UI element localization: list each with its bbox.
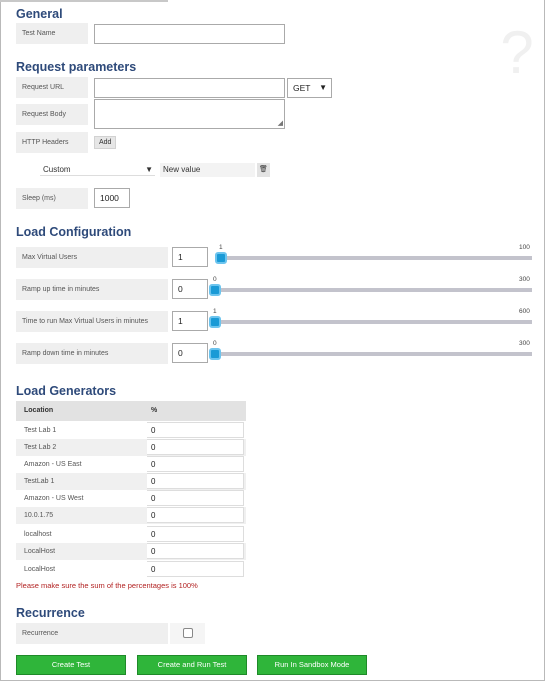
table-row (16, 490, 246, 507)
location-cell: LocalHost (24, 548, 56, 555)
location-cell: TestLab 1 (24, 478, 55, 485)
table-row (16, 561, 246, 578)
run-time-label: Time to run Max Virtual Users in minutes (16, 311, 168, 332)
header-type-select[interactable] (40, 163, 155, 176)
run-time-input[interactable]: 1 (172, 311, 208, 331)
run-time-slider[interactable] (210, 320, 532, 324)
max-users-slider-handle[interactable] (215, 252, 227, 264)
run-time-slider-handle[interactable] (209, 316, 221, 328)
trash-icon: 🗑 (259, 166, 268, 173)
percent-input[interactable]: 0 (147, 526, 244, 542)
ramp-up-min: 0 (213, 276, 217, 283)
http-headers-label: HTTP Headers (16, 132, 88, 153)
chevron-down-icon: ▼ (319, 83, 327, 92)
ramp-up-max: 300 (519, 276, 530, 283)
table-row (16, 422, 246, 439)
location-cell: Test Lab 2 (24, 444, 57, 451)
request-body-textarea[interactable] (94, 99, 285, 129)
resize-handle-icon[interactable]: ◢ (277, 120, 283, 127)
max-users-label: Max Virtual Users (16, 247, 168, 268)
method-select[interactable] (287, 78, 332, 98)
top-divider (0, 0, 168, 2)
create-test-button[interactable]: Create Test (16, 655, 126, 675)
run-time-min: 1 (213, 308, 217, 315)
percent-input[interactable]: 0 (147, 456, 244, 472)
ramp-down-slider[interactable] (210, 352, 532, 356)
sleep-input[interactable]: 1000 (94, 188, 130, 208)
ramp-down-label: Ramp down time in minutes (16, 343, 168, 364)
max-users-input[interactable]: 1 (172, 247, 208, 267)
generators-table-header (16, 401, 246, 421)
delete-header-button[interactable] (257, 163, 270, 177)
percent-input[interactable]: 0 (147, 473, 244, 489)
ramp-up-input[interactable]: 0 (172, 279, 208, 299)
load-config-heading: Load Configuration (16, 225, 132, 239)
percent-input[interactable]: 0 (147, 507, 244, 523)
add-header-button[interactable]: Add (94, 136, 116, 149)
table-row (16, 507, 246, 524)
chevron-down-icon: ▼ (145, 165, 153, 174)
recurrence-checkbox[interactable] (183, 628, 193, 638)
max-users-max: 100 (519, 244, 530, 251)
percentage-error-message: Please make sure the sum of the percentages is 100% (16, 581, 198, 590)
percent-column-header: % (151, 407, 158, 414)
table-row (16, 439, 246, 456)
max-users-slider[interactable] (216, 256, 532, 260)
load-generators-heading: Load Generators (16, 384, 117, 398)
percent-input[interactable]: 0 (147, 490, 244, 506)
table-row (16, 473, 246, 490)
ramp-up-label: Ramp up time in minutes (16, 279, 168, 300)
header-type-value: Custom (43, 165, 71, 174)
location-cell: Test Lab 1 (24, 427, 57, 434)
table-row (16, 543, 246, 560)
test-name-label: Test Name (16, 23, 88, 44)
table-row (16, 526, 246, 543)
percent-input[interactable]: 0 (147, 439, 244, 455)
ramp-up-slider[interactable] (210, 288, 532, 292)
method-value: GET (293, 83, 311, 93)
watermark-glyph: ? (500, 19, 534, 86)
percent-input[interactable]: 0 (147, 422, 244, 438)
percent-input[interactable]: 0 (147, 543, 244, 559)
header-value-text: New value (163, 165, 201, 174)
recurrence-heading: Recurrence (16, 606, 85, 620)
location-cell: localhost (24, 531, 52, 538)
ramp-down-input[interactable]: 0 (172, 343, 208, 363)
sleep-label: Sleep (ms) (16, 188, 88, 209)
ramp-down-max: 300 (519, 340, 530, 347)
request-heading: Request parameters (16, 60, 137, 74)
create-and-run-test-button[interactable]: Create and Run Test (137, 655, 247, 675)
location-cell: LocalHost (24, 566, 56, 573)
run-sandbox-button[interactable]: Run In Sandbox Mode (257, 655, 367, 675)
header-value-input[interactable] (160, 163, 255, 177)
percent-input[interactable]: 0 (147, 561, 244, 577)
run-time-max: 600 (519, 308, 530, 315)
location-cell: Amazon - US East (24, 461, 82, 468)
location-column-header: Location (24, 407, 54, 414)
ramp-down-slider-handle[interactable] (209, 348, 221, 360)
request-url-label: Request URL (16, 77, 88, 98)
max-users-min: 1 (219, 244, 223, 251)
ramp-down-min: 0 (213, 340, 217, 347)
location-cell: 10.0.1.75 (24, 512, 54, 519)
recurrence-label: Recurrence (16, 623, 168, 644)
general-heading: General (16, 7, 63, 21)
ramp-up-slider-handle[interactable] (209, 284, 221, 296)
location-cell: Amazon - US West (24, 495, 84, 502)
request-body-label: Request Body (16, 104, 88, 125)
table-row (16, 456, 246, 473)
request-url-input[interactable] (94, 78, 285, 98)
test-name-input[interactable] (94, 24, 285, 44)
